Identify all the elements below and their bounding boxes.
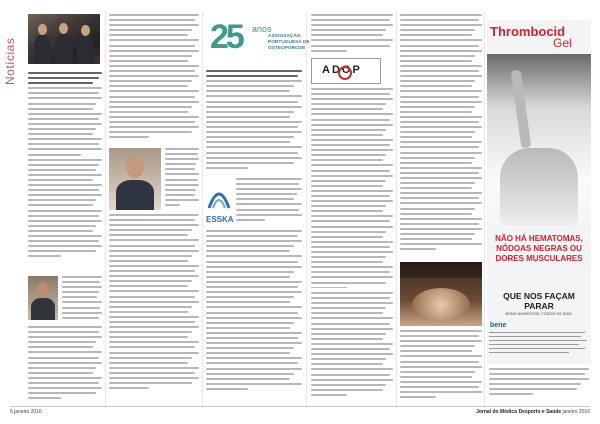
portrait-photo: [109, 148, 161, 210]
column-rule: [396, 12, 397, 408]
ad-fine-print: [489, 336, 581, 337]
column-rule: [484, 12, 485, 408]
ad-fine-print: [489, 332, 585, 333]
article-text: [400, 14, 482, 264]
article-text: [28, 326, 102, 402]
ad-fine-print: [489, 340, 587, 341]
logo-number: 25: [210, 18, 242, 56]
logo-association-name: ASSOCIAÇÃO PORTUGUESA DE OSTEOPOROSE: [268, 34, 310, 51]
footer-publication: [476, 409, 590, 415]
association-25-anos-logo: [206, 14, 310, 64]
article-text: [109, 214, 199, 404]
article-text: [311, 88, 393, 288]
ad-company-logo: bene: [490, 322, 507, 329]
footer-publication-date: janeiro 2016: [562, 409, 590, 415]
article-text: [62, 276, 102, 324]
adop-ring-icon: [338, 66, 352, 80]
article-text: [28, 72, 102, 272]
article-text: [400, 330, 482, 402]
footer-publication-title: Jornal do Médico Desporto e Saúde: [476, 409, 562, 415]
article-text: [165, 148, 199, 210]
column-rule: [306, 12, 307, 408]
article-text: [236, 178, 302, 226]
ad-fine-print: [489, 352, 569, 353]
ad-tagline: BONS MOMENTOS, TODOS OS DIAS.: [505, 312, 573, 316]
adop-logo-text: ADOP: [322, 64, 362, 76]
ad-headline: NÃO HÁ HEMATOMAS, NÓDOAS NEGRAS OU DORES MUSCULARES: [495, 234, 583, 263]
section-label: Notícias: [3, 38, 17, 86]
ad-brand: Thrombocid: [490, 24, 566, 39]
ad-image-torso: [500, 148, 578, 226]
column-rule: [202, 12, 203, 408]
essca-logo-icon: [206, 178, 232, 214]
adop-logo: [311, 58, 381, 84]
article-text: [311, 292, 393, 402]
photo: [400, 262, 482, 326]
article-text: [489, 368, 589, 402]
photo-group: [28, 14, 100, 64]
logo-anos: anos: [252, 24, 272, 34]
essca-logo-text: ESSKA: [206, 215, 234, 224]
article-text: [109, 14, 199, 146]
ad-subline: QUE NOS FAÇAM PARAR: [503, 291, 575, 311]
footer-page-date: 6 janeiro 2016: [10, 409, 42, 415]
ad-fine-print: [489, 344, 579, 345]
portrait-photo: [28, 276, 58, 320]
footer-rule: [10, 406, 590, 407]
column-rule: [105, 12, 106, 408]
article-text: [206, 70, 302, 174]
ad-fine-print: [489, 348, 585, 349]
ad-product: Gel: [553, 36, 572, 50]
article-text: [206, 230, 302, 402]
article-text: [311, 14, 393, 54]
